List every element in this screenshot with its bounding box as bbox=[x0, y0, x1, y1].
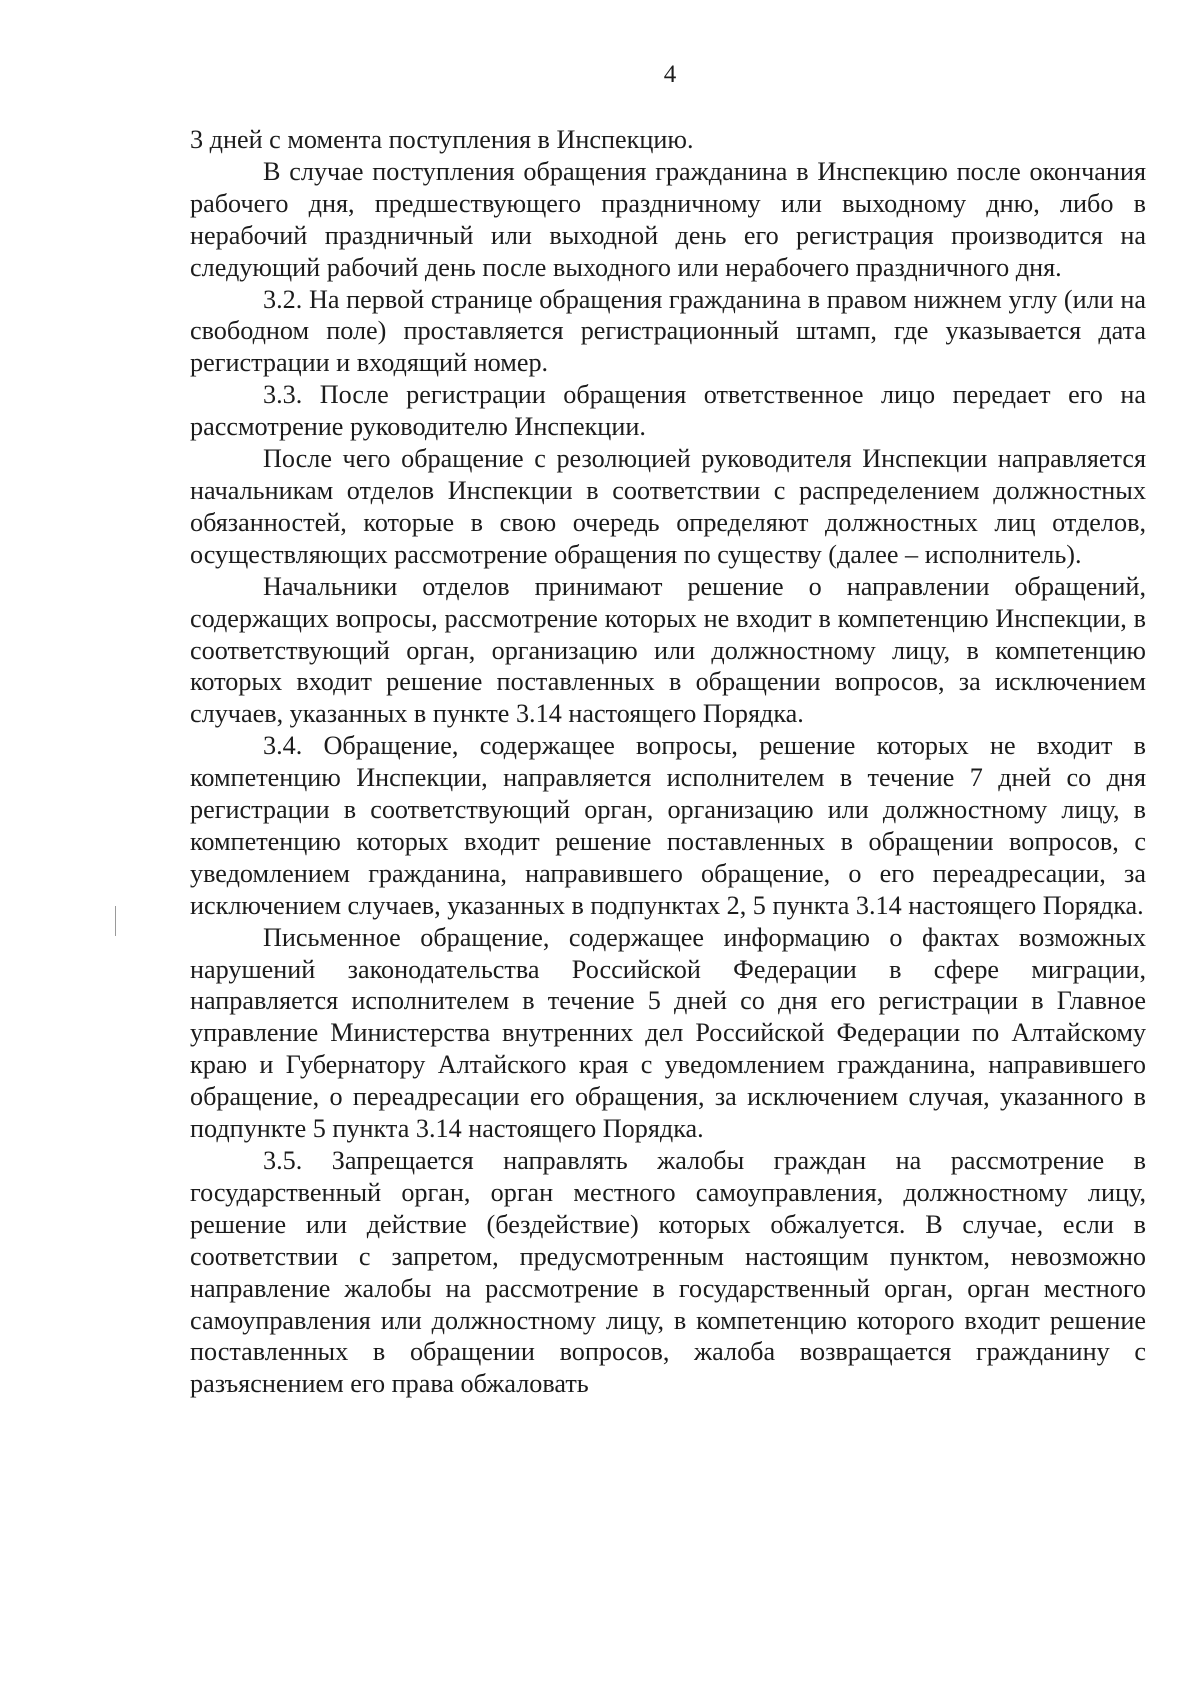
paragraph: В случае поступления обращения гражданина в Инспекцию после окончания рабочего дня, предшествующего праздничному или выходному дню, либо в нерабочий праздничный или выходной день его регистрация производится на следующий рабочий день после выходного или нерабочего праздничного дня. bbox=[190, 156, 1146, 282]
paragraph: Начальники отделов принимают решение о направлении обращений, содержащих вопросы, рассмотрение которых не входит в компетенцию Инспекции, в соответствующий орган, организацию или должностному лицу, в компетенцию которых входит решение поставленных в обращении вопросов, за исключением случаев, указанных в пункте 3.14 настоящего Порядка. bbox=[190, 571, 1146, 729]
paragraph: После чего обращение с резолюцией руководителя Инспекции направляется начальникам отделов Инспекции в соответствии с распределением должностных обязанностей, которые в свою очередь определяют должностных лиц отделов, осуществляющих рассмотрение обращения по существу (далее – исполнитель). bbox=[190, 444, 1146, 569]
paragraph-3-3: 3.3. После регистрации обращения ответственное лицо передает его на рассмотрение руководителю Инспекции. bbox=[190, 380, 1146, 442]
paragraph: 3 дней с момента поступления в Инспекцию. bbox=[190, 125, 694, 154]
document-body bbox=[190, 124, 1146, 1400]
paragraph-3-5: 3.5. Запрещается направлять жалобы граждан на рассмотрение в государственный орган, орган местного самоуправления, должностному лицу, решение или действие (бездействие) которых обжалуется. В случае, если в соответствии с запретом, предусмотренным настоящим пунктом, невозможно направление жалобы на рассмотрение в государственный орган, орган местного самоуправления или должностному лицу, в компетенцию которого входит решение поставленных в обращении вопросов, жалоба возвращается гражданину с разъяснением его права обжаловать bbox=[190, 1146, 1146, 1399]
paragraph-3-2: 3.2. На первой странице обращения гражданина в правом нижнем углу (или на свободном поле) проставляется регистрационный штамп, где указывается дата регистрации и входящий номер. bbox=[190, 284, 1146, 378]
paragraph: Письменное обращение, содержащее информацию о фактах возможных нарушений законодательства Российской Федерации в сфере миграции, направляется исполнителем в течение 5 дней со дня его регистрации в Главное управление Министерства внутренних дел Российской Федерации по Алтайскому краю и Губернатору Алтайского края с уведомлением гражданина, направившего обращение, о переадресации его обращения, за исключением случая, указанного в подпункте 5 пункта 3.14 настоящего Порядка. bbox=[190, 922, 1146, 1144]
page-number: 4 bbox=[663, 61, 677, 88]
scan-artifact bbox=[115, 906, 116, 936]
paragraph-3-4: 3.4. Обращение, содержащее вопросы, решение которых не входит в компетенцию Инспекции, направляется исполнителем в течение 7 дней со дня регистрации в соответствующий орган, организацию или должностному лицу, в компетенцию которых входит решение поставленных в обращении вопросов, с уведомлением гражданина, направившего обращение, о его переадресации, за исключением случаев, указанных в подпунктах 2, 5 пункта 3.14 настоящего Порядка. bbox=[190, 731, 1146, 920]
